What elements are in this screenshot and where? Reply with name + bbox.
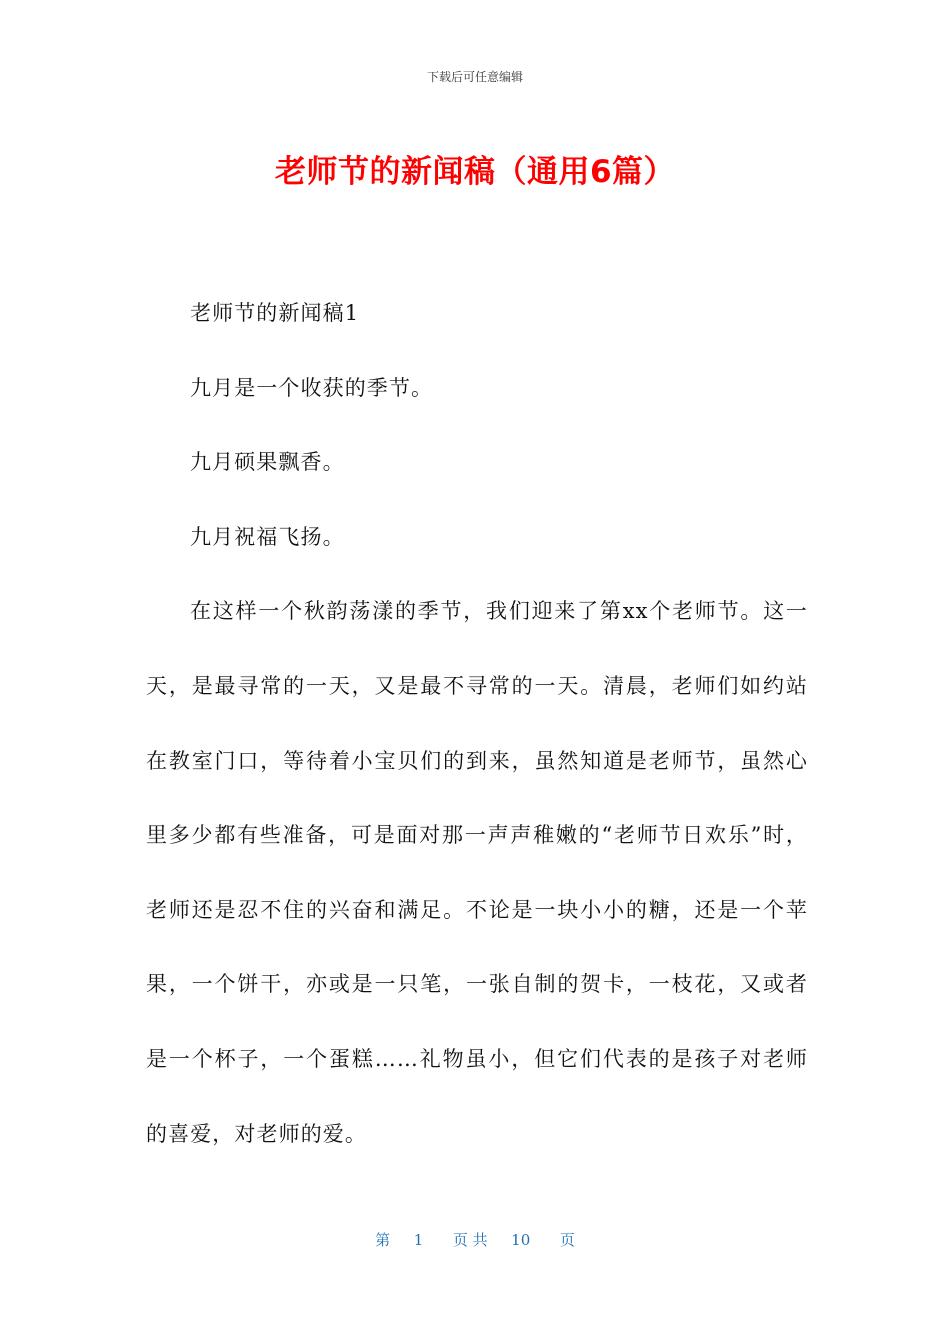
header-note: 下载后可任意编辑 xyxy=(426,70,523,84)
document-body xyxy=(146,276,808,1171)
page-total-label: 页 共 xyxy=(452,1231,488,1249)
current-page-number: 1 xyxy=(413,1231,424,1249)
page-footer xyxy=(0,1229,950,1250)
page-suffix: 页 xyxy=(559,1231,575,1249)
total-pages-number: 10 xyxy=(511,1231,531,1249)
section-heading: 老师节的新闻稿1 xyxy=(190,301,360,325)
paragraph: 九月祝福飞扬。 xyxy=(190,524,345,549)
paragraph: 在这样一个秋韵荡漾的季节，我们迎来了第xx个老师节。这一天，是最寻常的一天，又是最不寻常的一天。清晨，老师们如约站在教室门口，等待着小宝贝们的到来，虽然知道是老师节，虽然心里多少都有些准备，可是面对那一声声稚嫩的“老师节日欢乐”时，老师还是忍不住的兴奋和满足。不论是一块小小的糖，还是一个苹果，一个饼干，亦或是一只笔，一张自制的贺卡，一枝花，又或者是一个杯子，一个蛋糕……礼物虽小，但它们代表的是孩子对老师的喜爱，对老师的爱。 xyxy=(146,599,808,1146)
paragraph: 九月硕果飘香。 xyxy=(190,450,345,475)
paragraph: 九月是一个收获的季节。 xyxy=(190,375,434,400)
page-prefix: 第 xyxy=(375,1231,391,1249)
document-title: 老师节的新闻稿（通用6篇） xyxy=(274,154,676,190)
